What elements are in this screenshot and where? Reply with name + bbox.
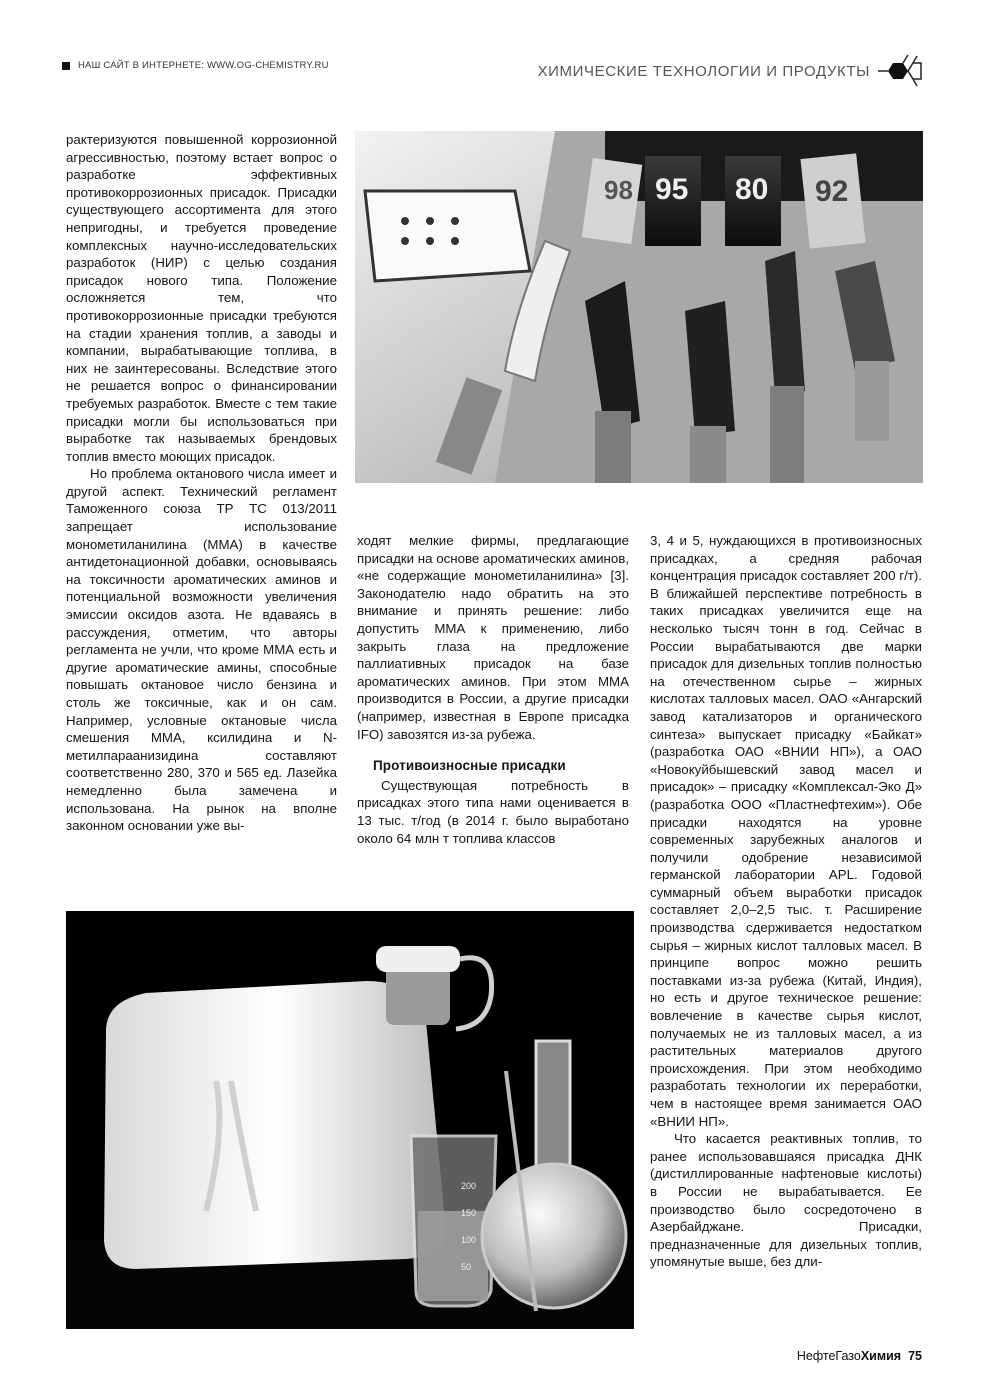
beaker-mark: 200 — [461, 1181, 477, 1191]
magazine-name — [797, 1349, 901, 1363]
fuel-pumps-photo — [355, 131, 923, 483]
paragraph: Но проблема октанового числа имеет и другой аспект. Технический регламент Таможенного союза ТР ТС 013/2011 запрещает использование монометиланилина (ММА) в качестве антидетонационной добавки, основываясь на токсичности ароматических аминов и потенциальной возможности увеличения эмиссии оксидов азота. Не вдаваясь в рассуждения, отметим, что авторы регламента не учли, что кроме ММА есть и другие ароматические амины, способные повышать октановое число бензина и столь же токсичные, как и он сам. Например, условные октановые числа смешения ММА, ксилидина и N-метилпараанизидина составляют соответственно 280, 370 и 565 ед. Лазейка немедленно была замечена и использована. На рынок на вполне законном основании уже вы- — [66, 466, 337, 834]
lab-glassware-photo — [66, 911, 634, 1329]
brand-bold: Химия — [860, 1349, 902, 1363]
site-url-text: НАШ САЙТ В ИНТЕРНЕТЕ: WWW.OG-CHEMISTRY.RU — [78, 60, 329, 71]
molecule-icon — [878, 54, 922, 88]
text-column-3 — [650, 532, 922, 1271]
beaker-mark: 50 — [461, 1262, 472, 1272]
square-bullet-icon — [62, 62, 70, 70]
page-number: 75 — [908, 1349, 922, 1363]
paragraph: 3, 4 и 5, нуждающихся в противоизносных присадках, а средняя рабочая концентрация присадок составляет 200 г/т). В ближайшей перспективе потребность в таких присадках увеличится еще на несколько тысяч тонн в год. Сейчас в России вырабатываются две марки присадок для дизельных топлив полностью на отечественном сырье – жирных кислотах талловых масел. ОАО «Ангарский завод катализаторов и органического синтеза» выпускает присадку «Байкат» (разработка ОАО «ВНИИ НП»), а ОАО «Новокуйбышевский завод масел и присадок» – присадку «Комплексал-Эко Д» (разработка ООО «Пластнефтехим»). Обе присадки находятся на уровне современных зарубежных аналогов и получили одобрение независимой германской лаборатории APL. Годовой суммарный объем выработки присадок составляет 2,0–2,5 тыс. т. Расширение производства сдерживается недостатком сырья – жирных кислот талловых масел. В принципе вопрос можно решить поставками из-за рубежа (Китай, Индия), но есть и другое техническое решение: вовлечение в качестве сырья кислот, получаемых не из талловых масел, а из растительных материалов другого происхождения. При этом необходимо разработать технологии их переработки, чем в настоящее время занимается ОАО «ВНИИ НП». — [650, 533, 922, 1129]
beaker-mark: 150 — [461, 1208, 477, 1218]
section-header — [538, 54, 922, 88]
text-column-2 — [357, 532, 629, 847]
pump-label: 98 — [604, 175, 633, 205]
pump-label: 92 — [815, 175, 849, 208]
paragraph: ходят мелкие фирмы, предлагающие присадки на основе ароматических аминов, «не содержащие монометиланилина» [3]. Законодателю надо обратить на это внимание и принять решение: либо допустить ММА к применению, либо закрыть глаза на предложение паллиативных присадок на базе ароматических аминов. При этом ММА производится в России, а другие присадки (например, известная в Европе присадка IFO) завозятся из-за рубежа. — [357, 533, 629, 742]
paragraph: рактеризуются повышенной коррозионной агрессивностью, поэтому встает вопрос о разработке эффективных противокоррозионных присадок. Присадки существующего ассортимента для этого непригодны, и требуется проведение комплексных научно-исследовательских разработок (НИР) с целью создания присадок нового типа. Положение осложняется тем, что противокоррозионные присадки требуются на стадии хранения топлив, а заводы и компании, вырабатывающие топлива, в них не заинтересованы. Вследствие этого не решается вопрос о финансировании требуемых разработок. Вместе с тем такие присадки могли бы использоваться при выработке так называемых брендовых топлив вместо моющих присадок. — [66, 132, 337, 464]
paragraph: Что касается реактивных топлив, то ранее использовавшаяся присадка ДНК (дистиллированные нафтеновые кислоты) в России не вырабатывается. Ее производство было сосредоточено в Азербайджане. Присадки, предназначенные для дизельных топлив, упомянутые выше, без дли- — [650, 1131, 922, 1270]
pump-label: 80 — [735, 173, 769, 206]
beaker-mark: 100 — [461, 1235, 477, 1245]
brand-regular: НефтеГазо — [796, 1349, 861, 1363]
page-footer — [797, 1349, 922, 1363]
pump-label: 95 — [655, 173, 689, 206]
site-url-line — [62, 60, 329, 71]
section-subheading: Противоизносные присадки — [373, 758, 566, 774]
text-column-1 — [66, 131, 337, 835]
section-title: ХИМИЧЕСКИЕ ТЕХНОЛОГИИ И ПРОДУКТЫ — [537, 62, 870, 80]
paragraph: Существующая потребность в присадках этого типа нами оценивается в 13 тыс. т/год (в 2014 г. было выработано около 64 млн т топлива классов — [357, 777, 629, 846]
